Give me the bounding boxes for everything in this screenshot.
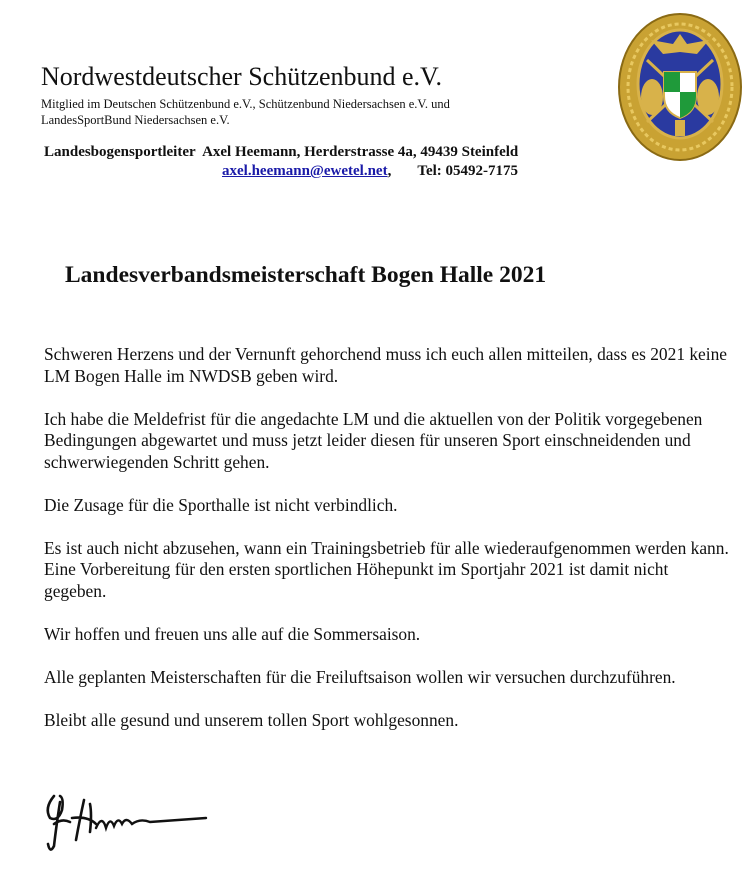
organization-name: Nordwestdeutscher Schützenbund e.V. [41,62,442,91]
document-title: Landesverbandsmeisterschaft Bogen Halle 2021 [65,262,547,288]
letter-body [44,344,734,753]
phone-number: Tel: 05492-7175 [417,163,519,179]
paragraph: Die Zusage für die Sporthalle ist nicht verbindlich. [44,494,398,515]
email-suffix: , [387,163,392,179]
paragraph: Wir hoffen und freuen uns alle auf die Sommersaison. [44,623,421,644]
paragraph: Alle geplanten Meisterschaften für die Freiluftsaison wollen wir versuchen durchzuführen. [44,666,676,687]
email-link[interactable]: axel.heemann@ewetel.net [222,163,388,179]
club-emblem-icon [617,12,743,162]
paragraph: Ich habe die Meldefrist für die angedachte LM und die aktuellen von der Politik vorgegebenen Bedingungen abgewartet und muss jetzt leider diesen für unseren Sport einschneidenden und schwerwiegenden Schritt gehen. [44,408,703,472]
contact-line: Landesbogensportleiter Axel Heemann, Herderstrasse 4a, 49439 Steinfeld [44,144,519,160]
paragraph: Bleibt alle gesund und unserem tollen Sport wohlgesonnen. [44,709,459,730]
membership-line-2: LandesSportBund Niedersachsen e.V. [41,113,230,127]
membership-line-1: Mitglied im Deutschen Schützenbund e.V., Schützenbund Niedersachsen e.V. und [41,97,450,111]
paragraph: Es ist auch nicht abzusehen, wann ein Trainingsbetrieb für alle wiederaufgenommen werden kann. Eine Vorbereitung für den ersten sportlichen Höhepunkt im Sportjahr 2021 ist damit nicht gegeben. [44,537,729,601]
paragraph: Schweren Herzens und der Vernunft gehorchend muss ich euch allen mitteilen, dass es 2021 keine LM Bogen Halle im NWDSB geben wird. [44,344,728,386]
contact-details [222,163,518,180]
membership-info [41,96,541,128]
handwritten-signature-icon [40,788,220,858]
